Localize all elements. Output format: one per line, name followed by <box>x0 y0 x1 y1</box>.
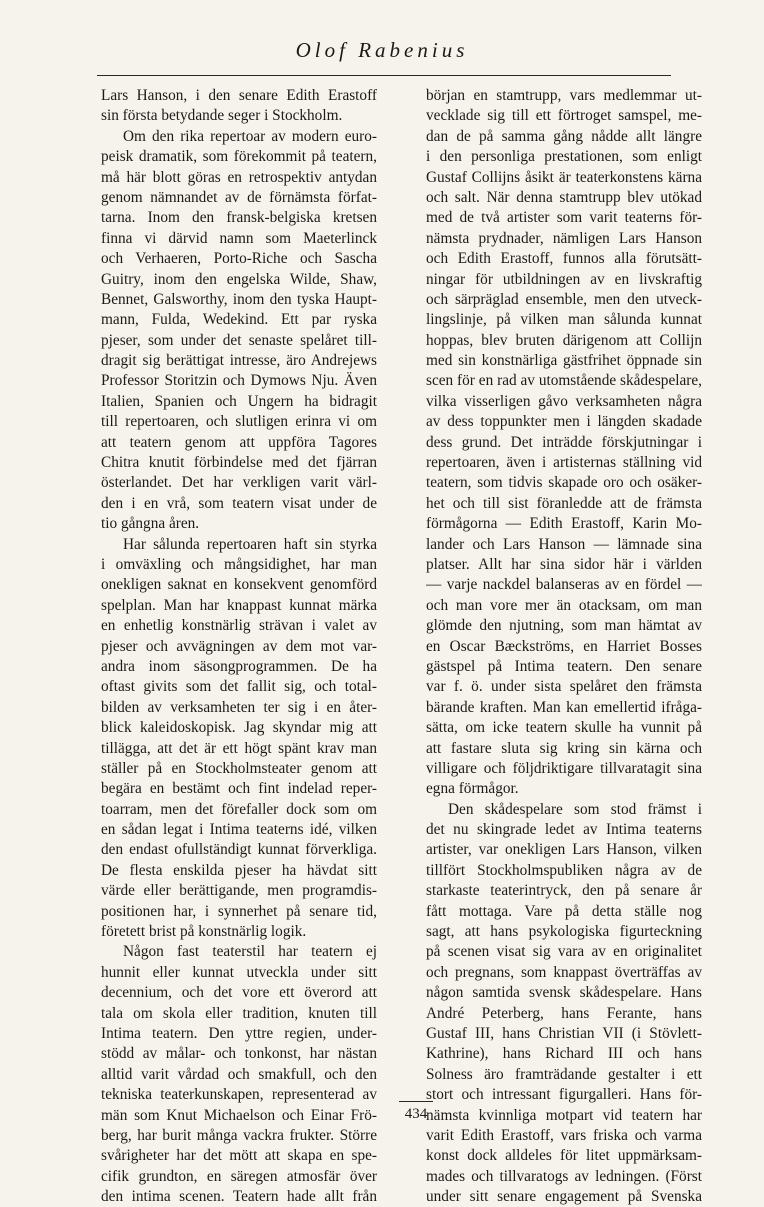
text-line: tio gångna åren. <box>101 515 200 533</box>
text-line: positionen har, i synnerhet på senare tid, <box>101 902 377 920</box>
text-line: Gustaf III, hans Christian VII (i Stövlett- <box>426 1024 702 1042</box>
text-line: början en stamtrupp, vars medlemmar ut- <box>426 87 702 104</box>
text-line: Den skådespelare som stod främst i <box>448 800 702 818</box>
text-line: må här blott göras en retrospektiv antydan <box>101 168 377 186</box>
text-line: nämsta kvinnliga motpart vid teatern har <box>426 1106 702 1124</box>
text-line: under sitt senare engagement på Svenska <box>426 1188 702 1206</box>
text-line: den endast ofullständigt kunnat förverkliga. <box>101 841 377 859</box>
text-line: lingslinje, på vilken man sålunda kunnat <box>426 311 702 329</box>
text-line: pjeser, som under det senaste spelåret till- <box>101 331 377 349</box>
text-line: dan de på samma gång nådde allt längre <box>426 127 702 145</box>
text-line: Professor Storitzin och Dymows Nju. Även <box>101 372 377 390</box>
text-line: företett brist på konstnärlig logik. <box>101 923 307 941</box>
text-line: pjeser och avvägningen av dem mot var- <box>101 637 377 655</box>
text-line: i den personliga prestationen, som enligt <box>426 148 702 166</box>
text-line: blick kaleidoskopisk. Jag skyndar mig att <box>101 719 377 737</box>
text-line: att teatern genom att uppföra Tagores <box>101 433 377 451</box>
text-line: — varje nackdel balanseras av en fördel — <box>426 576 702 594</box>
text-line: Gustaf Collijns åsikt är teaterkonstens kärna <box>426 168 702 186</box>
text-line: och pregnans, som knappast överträffas av <box>426 963 702 981</box>
text-line: Lars Hanson, i den senare Edith Erastoff <box>101 87 377 104</box>
text-line: lander och Lars Hanson — lämnade sina <box>426 535 702 553</box>
text-line: toarram, men det förefaller dock som om <box>101 800 377 818</box>
text-line: den i en vrå, som teatern visat under de <box>101 494 377 512</box>
text-line: sin första betydande seger i Stockholm. <box>101 107 343 125</box>
text-line: med de två artister som varit teaterns för- <box>426 209 702 227</box>
text-line: svårigheter har det mött att skapa en spe- <box>101 1147 377 1165</box>
text-line: oftast givits som det fallit sig, och total- <box>101 678 377 696</box>
text-line: dragit sig berättigat intresse, äro Andrejews <box>101 352 377 370</box>
text-line: Chitra knutit förbindelse med det fjärran <box>101 454 377 472</box>
running-head: Olof Rabenius <box>295 38 469 62</box>
text-line: genom nämnandet av de förnämsta förfat- <box>101 188 377 206</box>
text-line: Kathrine), hans Richard III och hans <box>426 1045 702 1063</box>
text-line: och salt. När denna stamtrupp blev utökad <box>426 188 702 206</box>
text-line: starkaste teaterintryck, den på senare år <box>426 882 702 900</box>
text-line: varit Edith Erastoff, vars friska och varma <box>426 1126 702 1144</box>
text-line: begära en bestämt och fint indelad reper- <box>101 780 377 798</box>
text-line: ställer på en Stockholmsteater genom att <box>101 759 377 777</box>
text-line: peisk dramatik, som förekommit på teatern, <box>101 148 377 166</box>
text-line: gästspel på Intima teatern. Den senare <box>426 657 702 675</box>
text-line: Italien, Spanien och Ungern ha bidragit <box>101 392 377 410</box>
text-line: att fastare sluta sig kring sin kärna och <box>426 739 702 757</box>
page-number-rule <box>399 1101 433 1102</box>
text-line: andra inom säsongprogrammen. De ha <box>101 657 377 675</box>
text-line: berg, har burit många vackra frukter. Större <box>101 1126 377 1144</box>
text-line: sätta, om icke teatern skulle ha vunnit på <box>426 719 702 737</box>
text-line: artister, var onekligen Lars Hanson, vilken <box>426 841 702 859</box>
text-line: mann, Fulda, Wedekind. Ett par ryska <box>101 311 377 329</box>
text-line: De flesta enskilda pjeser ha hävdat sitt <box>101 861 377 879</box>
text-line: platser. Allt har sina sidor här i världen <box>426 555 702 573</box>
text-line: män som Knut Michaelson och Einar Frö- <box>101 1106 377 1124</box>
left-text-column <box>101 86 377 1207</box>
text-line: tala om skola eller tradition, knuten till <box>101 1004 377 1022</box>
text-line: mades och tillvaratogs av ledningen. (Först <box>426 1167 702 1185</box>
text-line: glömde den njutning, som man hämtat av <box>426 617 702 635</box>
text-line: någon samtida svensk skådespelare. Hans <box>426 984 702 1002</box>
text-line: en Oscar Bæckströms, en Harriet Bosses <box>426 637 702 655</box>
text-line: tillägga, att det är ett högt spänt krav man <box>101 739 377 757</box>
text-line: nämsta prydnader, nämligen Lars Hanson <box>426 229 702 247</box>
text-line: en enhetlig konstnärlig strävan i valet av <box>101 617 377 635</box>
text-line: och Edith Erastoff, funnos alla förutsätt- <box>426 250 702 268</box>
text-line: dess grund. Det inträdde förskjutningar i <box>426 433 702 451</box>
text-line: stödd av målar- och tonkonst, har nästan <box>101 1045 377 1063</box>
text-line: sagt, att hans psykologiska figurteckning <box>426 923 702 941</box>
text-line: Intima teatern. Den yttre regien, under- <box>101 1024 377 1042</box>
text-line: till repertoaren, och slutligen erinra vi om <box>101 413 377 431</box>
text-line: konst dock alldeles för litet uppmärksam- <box>426 1147 702 1165</box>
text-line: en sådan legat i Intima teaterns idé, vilken <box>101 821 377 839</box>
text-line: var f. ö. under sista spelåret den främsta <box>426 678 702 696</box>
text-line: i omväxling och mångsidighet, har man <box>101 555 377 573</box>
text-line: stort och intressant figurgalleri. Hans för- <box>426 1086 702 1104</box>
text-line: och man vore mer än otacksam, om man <box>426 596 702 614</box>
text-line: spelplan. Man har knappast kunnat märka <box>101 596 377 614</box>
text-line: tarna. Inom den fransk-belgiska kretsen <box>101 209 377 227</box>
header-rule <box>97 75 671 76</box>
text-line: André Peterberg, hans Ferante, hans <box>426 1004 702 1022</box>
text-line: bärande kraften. Man kan emellertid ifråga- <box>426 698 702 716</box>
page-number: 434 <box>404 1106 428 1122</box>
text-line: alltid varit vårdad och smakfull, och den <box>101 1065 377 1083</box>
text-line: Har sålunda repertoaren haft sin styrka <box>123 535 377 553</box>
text-line: Någon fast teaterstil har teatern ej <box>123 943 377 961</box>
text-line: den intima scenen. Teatern hade allt från <box>101 1188 377 1206</box>
text-line: bilden av verksamheten ter sig i en åter- <box>101 698 377 716</box>
right-text-column <box>426 86 702 1207</box>
text-line: med sin konstnärliga gästfrihet öppnade sin <box>426 352 702 370</box>
text-line: cifik grundton, en säregen atmosfär över <box>101 1167 377 1185</box>
text-line: egna förmågor. <box>426 780 519 798</box>
text-line: hoppas, blev bruten därigenom att Collijn <box>426 331 702 349</box>
text-line: repertoaren, även i artisternas ställning vid <box>426 454 702 472</box>
text-line: av dess toppunkter men i längden skadade <box>426 413 702 431</box>
text-line: Bennet, Galsworthy, inom den tyska Haupt- <box>101 290 377 308</box>
text-line: ningar för utbildningen av en livskraftig <box>426 270 702 288</box>
text-line: tekniska teaterkunskapen, representerad av <box>101 1086 377 1104</box>
text-line: fått mottaga. Vare på detta ställe nog <box>426 902 702 920</box>
text-line: förmågorna — Edith Erastoff, Karin Mo- <box>426 515 702 533</box>
text-line: österlandet. Det har verkligen varit värl- <box>101 474 377 492</box>
text-line: tillfört Stockholmspubliken några av de <box>426 861 702 879</box>
text-line: vecklade sig till ett förtroget samspel, me- <box>426 107 702 125</box>
text-line: det nu skingrade ledet av Intima teaterns <box>426 821 702 839</box>
text-line: på scenen visat sig vara av en originalitet <box>426 943 702 961</box>
text-line: het och till sist föranledde att de främsta <box>426 494 702 512</box>
text-line: hunnit eller kunnat utveckla under sitt <box>101 963 377 981</box>
text-line: och särpräglad ensemble, men den utveck- <box>426 290 702 308</box>
text-line: finna vi därvid namn som Maeterlinck <box>101 229 377 247</box>
text-line: Solness äro framträdande gestalter i ett <box>426 1065 702 1083</box>
text-line: scen för en rad av utomstående skådespelare, <box>426 372 702 390</box>
text-line: värde eller berättigande, men programdis- <box>101 882 377 900</box>
text-line: Guitry, inom den engelska Wilde, Shaw, <box>101 270 377 288</box>
text-line: Om den rika repertoar av modern euro- <box>123 127 377 145</box>
text-line: och Verhaeren, Porto-Riche och Sascha <box>101 250 377 268</box>
text-line: decennium, och det vore ett överord att <box>101 984 377 1002</box>
text-line: villigare och följdriktigare tillvaratagit sina <box>426 759 702 777</box>
text-line: onekligen saknat en konsekvent genomförd <box>101 576 377 594</box>
text-line: vilka visserligen gåvo verksamheten några <box>426 392 702 410</box>
text-line: teatern, som tidvis skapade oro och osäker- <box>426 474 702 492</box>
